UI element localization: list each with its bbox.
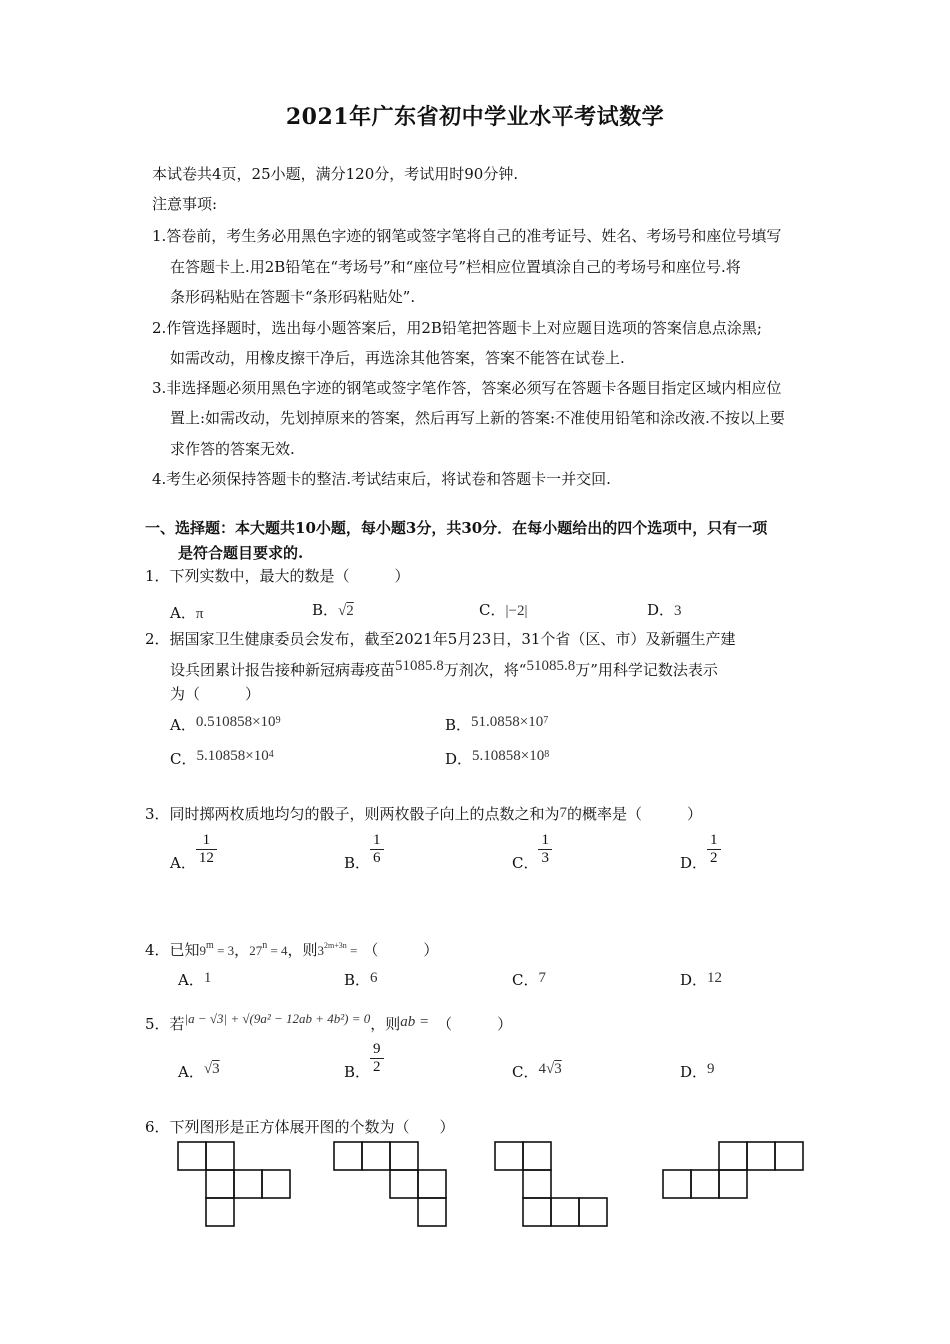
option-value: 2 bbox=[346, 603, 354, 619]
q5-then: ，则 bbox=[370, 1015, 401, 1033]
q2-option-c bbox=[170, 749, 274, 772]
numerator: 1 bbox=[370, 832, 384, 850]
note-3-line-3: 求作答的答案无效. bbox=[170, 440, 295, 458]
option-exponent: 8 bbox=[544, 749, 550, 760]
option-label: D． bbox=[647, 601, 675, 619]
q1-option-c bbox=[479, 600, 527, 621]
q3-option-b bbox=[344, 832, 384, 872]
q1-option-d bbox=[647, 600, 682, 621]
sqrt-sign: √ bbox=[545, 1061, 555, 1077]
q2-stem-line-2 bbox=[170, 660, 718, 681]
q4-exp-2: n bbox=[262, 940, 268, 951]
q4-exp-1: m bbox=[206, 940, 214, 951]
option-value: 12 bbox=[707, 970, 723, 986]
q5-ab: ab = bbox=[400, 1014, 430, 1030]
q4-option-c bbox=[512, 970, 546, 991]
option-value: 3 bbox=[212, 1061, 220, 1077]
option-label: D． bbox=[680, 1063, 708, 1081]
option-exponent: 9 bbox=[275, 715, 281, 726]
notice-heading: 注意事项: bbox=[152, 195, 218, 213]
q5-option-a bbox=[178, 1062, 220, 1083]
option-label: A． bbox=[178, 1063, 204, 1081]
q4-option-b bbox=[344, 970, 378, 991]
option-value: 51.0858×10 bbox=[471, 714, 544, 730]
option-label: D． bbox=[680, 853, 708, 872]
option-label: B． bbox=[344, 853, 371, 872]
q2-text-a: 设兵团累计报告接种新冠病毒疫苗 bbox=[170, 661, 396, 679]
q4-comma: ， bbox=[234, 941, 250, 959]
note-4-line-1: 4.考生必须保持答题卡的整洁.考试结束后，将试卷和答题卡一并交回. bbox=[152, 470, 611, 488]
denominator: 12 bbox=[198, 850, 214, 866]
intro-text: 本试卷共4页，25小题，满分120分，考试用时90分钟. bbox=[152, 165, 519, 183]
numerator: 9 bbox=[370, 1041, 384, 1059]
q3-option-c bbox=[512, 832, 552, 872]
q4-rest-2: = 4 bbox=[267, 943, 288, 958]
cube-net-2 bbox=[334, 1142, 446, 1226]
abs-bar: | bbox=[524, 603, 528, 619]
q3-stem bbox=[145, 804, 702, 825]
option-label: B． bbox=[344, 1062, 371, 1081]
option-value: 6 bbox=[370, 970, 378, 986]
q3-text-b: 的概率是（ ） bbox=[567, 805, 703, 823]
q2-option-d bbox=[445, 749, 549, 772]
option-value: 5.10858×10 bbox=[196, 748, 269, 764]
option-label: A． bbox=[170, 853, 196, 872]
option-label: A． bbox=[178, 971, 204, 989]
q1-option-b bbox=[312, 600, 354, 621]
note-1-line-1: 1.答卷前，考生务必用黑色字迹的钢笔或签字笔将自己的准考证号、姓名、考场号和座位号填写 bbox=[152, 227, 782, 245]
denominator: 2 bbox=[710, 850, 718, 866]
abs-bar: | bbox=[505, 603, 509, 619]
option-label: D． bbox=[680, 971, 708, 989]
q5-paren: （ ） bbox=[437, 1015, 513, 1033]
q3-option-a bbox=[170, 832, 217, 872]
note-3-line-1: 3.非选择题必须用黑色字迹的钢笔或签字笔作答，答案必须写在答题卡各题目指定区域内相应位 bbox=[152, 379, 782, 397]
q5-option-d bbox=[680, 1062, 715, 1083]
q1-stem: 1．下列实数中，最大的数是（ ） bbox=[145, 567, 410, 585]
numerator: 1 bbox=[196, 832, 217, 850]
fraction bbox=[196, 832, 217, 867]
q5-expression: |a − √3| + √(9a² − 12ab + 4b²) = 0 bbox=[184, 1011, 371, 1026]
q4-exp-3: 2m+3n bbox=[324, 941, 347, 950]
cube-net-4 bbox=[663, 1142, 803, 1198]
q5-stem bbox=[145, 1011, 513, 1035]
q2-number: 51085.8 bbox=[395, 658, 444, 674]
sqrt-sign: √ bbox=[338, 603, 347, 619]
q3-seven: 7 bbox=[559, 805, 568, 821]
fraction bbox=[370, 1041, 384, 1076]
q2-stem-line-3: 为（ ） bbox=[170, 685, 261, 703]
option-label: B． bbox=[344, 971, 371, 989]
q4-base-2: 27 bbox=[249, 943, 263, 958]
option-label: C． bbox=[479, 601, 506, 619]
section-1-heading: 一、选择题：本大题共10小题，每小题3分，共30分．在每小题给出的四个选项中，只有一项 bbox=[145, 519, 768, 537]
denominator: 2 bbox=[373, 1059, 381, 1075]
q4-paren: （ ） bbox=[363, 941, 439, 959]
option-value: 3 bbox=[674, 603, 682, 619]
q4-option-d bbox=[680, 970, 722, 991]
option-label: A． bbox=[170, 716, 196, 734]
option-value: π bbox=[195, 606, 204, 622]
q2-option-a bbox=[170, 715, 281, 738]
option-value: 1 bbox=[203, 970, 212, 986]
option-label: D． bbox=[445, 750, 473, 768]
q4-rest-1: = 3 bbox=[213, 943, 235, 958]
option-label: A． bbox=[170, 604, 196, 622]
option-label: C． bbox=[512, 971, 539, 989]
q4-rest-3: = bbox=[346, 943, 358, 958]
denominator: 6 bbox=[373, 850, 381, 866]
q5-option-b bbox=[344, 1041, 384, 1081]
option-value: 5.10858×10 bbox=[472, 748, 545, 764]
fraction bbox=[370, 832, 384, 867]
note-2-line-1: 2.作管选择题时，选出每小题答案后，用2B铅笔把答题卡上对应题目选项的答案信息点涂黑; bbox=[152, 319, 762, 337]
option-value: 9 bbox=[707, 1061, 715, 1077]
option-radicand: 3 bbox=[554, 1061, 562, 1077]
q3-option-d bbox=[680, 832, 721, 872]
q4-base-3: 3 bbox=[317, 943, 325, 958]
q4-base-1: 9 bbox=[199, 943, 207, 958]
q1-option-a bbox=[170, 603, 203, 624]
option-label: C． bbox=[512, 853, 539, 872]
option-label: C． bbox=[512, 1063, 539, 1081]
page-title: 2021年广东省初中学业水平考试数学 bbox=[285, 104, 665, 130]
q3-text-a: 3．同时掷两枚质地均匀的骰子，则两枚骰子向上的点数之和为 bbox=[145, 805, 560, 823]
note-3-line-2: 置上:如需改动，先划掉原来的答案，然后再写上新的答案:不准使用铅笔和涂改液.不按以上要 bbox=[170, 409, 785, 427]
sqrt-sign: √ bbox=[203, 1061, 213, 1077]
fraction bbox=[707, 832, 721, 867]
option-label: B． bbox=[312, 601, 339, 619]
q5-text-pre: 5．若 bbox=[145, 1015, 185, 1033]
option-exponent: 4 bbox=[268, 749, 274, 760]
q2-text-c: 万”用科学记数法表示 bbox=[575, 661, 718, 679]
q2-text-b: 万剂次，将“ bbox=[443, 661, 527, 679]
q2-option-b bbox=[445, 715, 548, 738]
q2-stem-line-1: 2．据国家卫生健康委员会发布，截至2021年5月23日，31个省（区、市）及新疆生产建 bbox=[145, 630, 736, 648]
cube-net-1 bbox=[178, 1142, 290, 1226]
fraction bbox=[538, 832, 552, 867]
option-value: −2 bbox=[508, 603, 525, 619]
option-label: C． bbox=[170, 750, 197, 768]
q4-text-pre: 4．已知 bbox=[145, 941, 200, 959]
q2-number-2: 51085.8 bbox=[526, 658, 576, 674]
option-value: 0.510858×10 bbox=[195, 714, 276, 730]
q4-then: ，则 bbox=[287, 941, 318, 959]
numerator: 1 bbox=[707, 832, 721, 850]
note-1-line-3: 条形码粘贴在答题卡“条形码粘贴处”. bbox=[170, 288, 416, 306]
option-value: 4 bbox=[538, 1061, 546, 1077]
section-1-heading-cont: 是符合题目要求的. bbox=[178, 544, 304, 562]
numerator: 1 bbox=[538, 832, 552, 850]
option-value: 7 bbox=[538, 970, 546, 986]
q5-option-c bbox=[512, 1062, 562, 1083]
denominator: 3 bbox=[541, 850, 549, 866]
option-exponent: 7 bbox=[543, 715, 549, 726]
note-1-line-2: 在答题卡上.用2B铅笔在“考场号”和“座位号”栏相应位置填涂自己的考场号和座位号.将 bbox=[170, 258, 741, 276]
q4-stem bbox=[145, 940, 438, 963]
q6-stem: 6．下列图形是正方体展开图的个数为（ ） bbox=[145, 1118, 455, 1136]
q4-option-a bbox=[178, 970, 211, 991]
cube-net-3 bbox=[495, 1142, 607, 1226]
option-label: B． bbox=[445, 716, 472, 734]
note-2-line-2: 如需改动，用橡皮擦干净后，再选涂其他答案，答案不能答在试卷上. bbox=[170, 349, 625, 367]
